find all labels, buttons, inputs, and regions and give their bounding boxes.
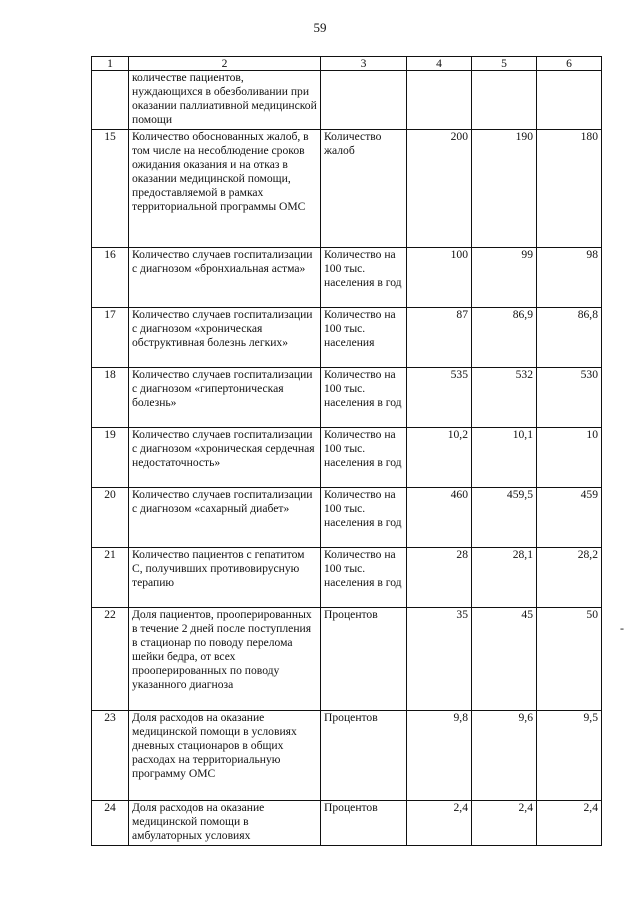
indicator-name: Количество случаев госпитализации с диагнозом «гипертоническая болезнь»: [129, 368, 321, 428]
value-col4: 9,8: [407, 711, 472, 801]
value-col5: 532: [472, 368, 537, 428]
value-col5: 28,1: [472, 548, 537, 608]
unit: Процентов: [321, 801, 407, 846]
value-col6: 530: [537, 368, 602, 428]
value-col4: 10,2: [407, 428, 472, 488]
unit: Количество на 100 тыс. населения в год: [321, 488, 407, 548]
unit: Количество на 100 тыс. населения в год: [321, 368, 407, 428]
table-row: [92, 428, 602, 488]
unit: Процентов: [321, 711, 407, 801]
value-col6: 9,5: [537, 711, 602, 801]
unit: Количество жалоб: [321, 130, 407, 248]
unit: Количество на 100 тыс. населения: [321, 308, 407, 368]
row-number: 24: [92, 801, 129, 846]
value-col4: 35: [407, 608, 472, 711]
value-col6: 50: [537, 608, 602, 711]
value-col4: 200: [407, 130, 472, 248]
table-row: [92, 248, 602, 308]
column-header: 2: [129, 57, 321, 71]
value-col4: 87: [407, 308, 472, 368]
value-col4: 2,4: [407, 801, 472, 846]
table-row: [92, 130, 602, 248]
row-number: 22: [92, 608, 129, 711]
indicator-name: Количество обоснованных жалоб, в том числе на несоблюдение сроков ожидания оказания и на отказ в оказании медицинской помощи, предоставляемой в рамках территориальной программы ОМС: [129, 130, 321, 248]
table-row: [92, 488, 602, 548]
column-header: 4: [407, 57, 472, 71]
table-row: [92, 308, 602, 368]
row-number: [92, 71, 129, 130]
column-header: 1: [92, 57, 129, 71]
value-col4: 535: [407, 368, 472, 428]
value-col6: 28,2: [537, 548, 602, 608]
unit: Количество на 100 тыс. населения в год: [321, 248, 407, 308]
indicator-name: Количество случаев госпитализации с диагнозом «сахарный диабет»: [129, 488, 321, 548]
value-col6: 2,4: [537, 801, 602, 846]
row-number: 20: [92, 488, 129, 548]
column-header: 6: [537, 57, 602, 71]
indicator-name: количестве пациентов, нуждающихся в обезболивании при оказании паллиативной медицинской помощи: [129, 71, 321, 130]
unit: Количество на 100 тыс. населения в год: [321, 548, 407, 608]
value-col5: 10,1: [472, 428, 537, 488]
unit: Количество на 100 тыс. населения в год: [321, 428, 407, 488]
value-col6: 459: [537, 488, 602, 548]
value-col4: [407, 71, 472, 130]
indicator-name: Количество случаев госпитализации с диагнозом «хроническая обструктивная болезнь легких»: [129, 308, 321, 368]
unit: Процентов: [321, 608, 407, 711]
value-col5: 459,5: [472, 488, 537, 548]
value-col6: 10: [537, 428, 602, 488]
row-number: 15: [92, 130, 129, 248]
column-header: 3: [321, 57, 407, 71]
page-number: 59: [313, 20, 327, 35]
value-col6: 98: [537, 248, 602, 308]
value-col5: 86,9: [472, 308, 537, 368]
value-col5: 190: [472, 130, 537, 248]
value-col5: [472, 71, 537, 130]
table-row: [92, 711, 602, 801]
indicator-name: Количество случаев госпитализации с диагнозом «хроническая сердечная недостаточность»: [129, 428, 321, 488]
table-row: [92, 71, 602, 130]
indicator-name: Доля расходов на оказание медицинской помощи в амбулаторных условиях: [129, 801, 321, 846]
table-row: [92, 548, 602, 608]
indicator-name: Доля расходов на оказание медицинской помощи в условиях дневных стационаров в общих расходах на территориальную программу ОМС: [129, 711, 321, 801]
indicator-name: Количество случаев госпитализации с диагнозом «бронхиальная астма»: [129, 248, 321, 308]
row-number: 18: [92, 368, 129, 428]
value-col6: [537, 71, 602, 130]
value-col4: 460: [407, 488, 472, 548]
row-number: 21: [92, 548, 129, 608]
table-row: [92, 801, 602, 846]
indicator-name: Количество пациентов с гепатитом С, получивших противовирусную терапию: [129, 548, 321, 608]
row-number: 19: [92, 428, 129, 488]
row-number: 23: [92, 711, 129, 801]
row-number: 17: [92, 308, 129, 368]
table-header-row: [92, 57, 602, 71]
table-row: [92, 608, 602, 711]
column-header: 5: [472, 57, 537, 71]
value-col4: 100: [407, 248, 472, 308]
indicator-name: Доля пациентов, прооперированных в течение 2 дней после поступления в стационар по поводу перелома шейки бедра, от всех прооперированных по поводу указанного диагноза: [129, 608, 321, 711]
value-col6: 86,8: [537, 308, 602, 368]
unit: [321, 71, 407, 130]
value-col6: 180: [537, 130, 602, 248]
value-col4: 28: [407, 548, 472, 608]
value-col5: 45: [472, 608, 537, 711]
indicators-table: [91, 56, 602, 846]
value-col5: 99: [472, 248, 537, 308]
table-row: [92, 368, 602, 428]
value-col5: 9,6: [472, 711, 537, 801]
value-col5: 2,4: [472, 801, 537, 846]
margin-mark: -: [620, 621, 624, 635]
row-number: 16: [92, 248, 129, 308]
